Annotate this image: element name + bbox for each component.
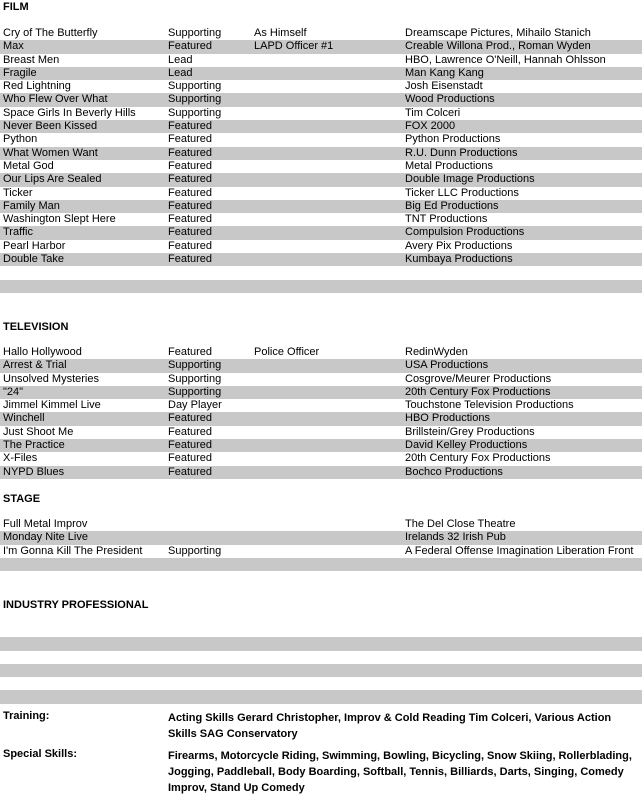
credit-title: Jimmel Kimmel Live (3, 399, 101, 412)
credit-role: Featured (168, 346, 213, 358)
blank-row (0, 637, 642, 650)
credit-production: Double Image Productions (405, 173, 535, 186)
credit-role: Featured (168, 226, 213, 239)
credit-title: Who Flew Over What (3, 93, 108, 106)
credit-title: Unsolved Mysteries (3, 372, 99, 385)
credit-production: Big Ed Productions (405, 199, 499, 212)
credit-production: Kumbaya Productions (405, 253, 513, 266)
credit-role: Featured (168, 186, 213, 199)
blank-row (0, 280, 642, 293)
training-label: Training: (3, 710, 50, 722)
credit-production: Compulsion Productions (405, 226, 525, 239)
training-value: Acting Skills Gerard Christopher, Improv & Cold Reading Tim Colceri, Various Action Skills SAG Conservatory (168, 712, 612, 740)
credit-production: Python Productions (405, 133, 501, 146)
credit-row (0, 133, 642, 146)
blank-row (0, 677, 642, 690)
credit-role: Featured (168, 253, 213, 266)
credit-title: X-Files (3, 452, 38, 465)
stage-table (0, 518, 642, 584)
credit-production: Bochco Productions (405, 465, 503, 478)
credit-production: Touchstone Television Productions (405, 399, 574, 412)
film-heading: FILM (3, 1, 29, 13)
credit-role: Featured (168, 159, 213, 172)
credit-row (0, 187, 642, 200)
credit-role: Supporting (168, 385, 222, 398)
blank-row (0, 293, 642, 306)
credit-role: Supporting (168, 372, 222, 385)
credit-title: Red Lightning (3, 80, 71, 93)
credit-row (0, 439, 642, 452)
credit-title: Space Girls In Beverly Hills (3, 106, 136, 119)
credit-row (0, 452, 642, 465)
credit-row (0, 346, 642, 359)
credit-production: Irelands 32 Irish Pub (405, 531, 506, 544)
credit-row (0, 54, 642, 67)
credit-character: Police Officer (254, 346, 320, 358)
credit-title: Metal God (3, 159, 54, 172)
credit-title: Breast Men (3, 53, 60, 66)
blank-row (0, 690, 642, 703)
credit-production: Avery Pix Productions (405, 239, 513, 252)
credit-row (0, 40, 642, 53)
credit-title: Our Lips Are Sealed (3, 173, 102, 186)
credit-role: Featured (168, 465, 213, 478)
credit-role: Supporting (168, 27, 222, 39)
credit-role: Featured (168, 239, 213, 252)
credit-row (0, 531, 642, 544)
credit-production: Josh Eisenstadt (405, 80, 483, 93)
credit-title: What Women Want (3, 146, 98, 159)
credit-row (0, 253, 642, 266)
credit-row (0, 80, 642, 93)
credit-title: Double Take (3, 253, 64, 266)
credit-role: Supporting (168, 359, 222, 372)
credit-row (0, 386, 642, 399)
credit-title: Hallo Hollywood (3, 346, 82, 358)
credit-production: Ticker LLC Productions (405, 186, 519, 199)
credit-row (0, 160, 642, 173)
credit-production: Man Kang Kang (405, 66, 484, 79)
credit-title: Python (3, 133, 38, 146)
credit-role: Lead (168, 53, 193, 66)
credit-role: Featured (168, 199, 213, 212)
credit-row (0, 67, 642, 80)
industry-heading: INDUSTRY PROFESSIONAL (3, 599, 149, 611)
credit-role: Featured (168, 40, 213, 53)
credit-role: Supporting (168, 93, 222, 106)
credit-row (0, 240, 642, 253)
credit-row (0, 373, 642, 386)
credit-role: Supporting (168, 544, 222, 557)
credit-row (0, 545, 642, 558)
special-skills-label: Special Skills: (3, 748, 77, 760)
credit-title: Arrest & Trial (3, 359, 67, 372)
credit-production: USA Productions (405, 359, 489, 372)
credit-production: Dreamscape Pictures, Mihailo Stanich (405, 27, 591, 39)
credit-title: Max (3, 40, 24, 53)
credit-title: Fragile (3, 66, 37, 79)
credit-production: RedinWyden (405, 346, 468, 358)
credit-production: TNT Productions (405, 213, 488, 226)
credit-title: Cry of The Butterfly (3, 27, 98, 39)
credit-row (0, 93, 642, 106)
credit-role: Featured (168, 412, 213, 425)
credit-title: Washington Slept Here (3, 213, 116, 226)
credit-title: Ticker (3, 186, 33, 199)
credit-role: Supporting (168, 80, 222, 93)
credit-title: I'm Gonna Kill The President (3, 544, 143, 557)
credit-character: As Himself (254, 27, 307, 39)
credit-production: Cosgrove/Meurer Productions (405, 372, 552, 385)
credit-production: Creable Willona Prod., Roman Wyden (405, 40, 591, 53)
credit-title: Monday Nite Live (3, 531, 88, 544)
credit-row (0, 173, 642, 186)
credit-production: David Kelley Productions (405, 439, 528, 452)
credit-role: Featured (168, 213, 213, 226)
credit-row (0, 27, 642, 40)
credit-role: Featured (168, 439, 213, 452)
credit-role: Featured (168, 425, 213, 438)
credit-character: LAPD Officer #1 (254, 40, 334, 53)
blank-row (0, 266, 642, 279)
credit-production: A Federal Offense Imagination Liberation Front (405, 544, 634, 557)
television-heading: TELEVISION (3, 321, 69, 333)
credit-row (0, 466, 642, 479)
film-table (0, 27, 642, 306)
credit-production: The Del Close Theatre (405, 518, 516, 530)
credit-title: Never Been Kissed (3, 120, 98, 133)
special-skills-value: Firearms, Motorcycle Riding, Swimming, Bowling, Bicycling, Snow Skiing, Rollerblading, Jogging, Paddleball, Body Boarding, Softball, Tennis, Billiards, Darts, Singing, Comedy Improv, Stand Up Comedy (168, 750, 632, 794)
credit-role: Day Player (168, 399, 222, 412)
credit-row (0, 107, 642, 120)
credit-row (0, 412, 642, 425)
credit-production: Wood Productions (405, 93, 495, 106)
credit-title: Winchell (3, 412, 45, 425)
credit-production: 20th Century Fox Productions (405, 385, 551, 398)
credit-role: Featured (168, 146, 213, 159)
credit-row (0, 518, 642, 531)
credit-row (0, 120, 642, 133)
blank-row (0, 571, 642, 584)
credit-production: FOX 2000 (405, 120, 456, 133)
credit-title: "24" (3, 385, 24, 398)
credit-production: 20th Century Fox Productions (405, 452, 551, 465)
credit-row (0, 200, 642, 213)
credit-title: Just Shoot Me (3, 425, 74, 438)
credit-production: HBO, Lawrence O'Neill, Hannah Ohlsson (405, 53, 606, 66)
credit-role: Featured (168, 173, 213, 186)
television-table (0, 346, 642, 479)
credit-row (0, 399, 642, 412)
credit-production: Metal Productions (405, 159, 494, 172)
credit-row (0, 213, 642, 226)
credit-title: The Practice (3, 439, 65, 452)
credit-title: Pearl Harbor (3, 239, 66, 252)
credit-role: Supporting (168, 106, 222, 119)
credit-role: Featured (168, 452, 213, 465)
credit-production: Tim Colceri (405, 106, 461, 119)
credit-title: Full Metal Improv (3, 518, 88, 530)
credit-production: Brillstein/Grey Productions (405, 425, 535, 438)
credit-role: Lead (168, 66, 193, 79)
blank-row (0, 558, 642, 571)
credit-row (0, 359, 642, 372)
credit-role: Featured (168, 133, 213, 146)
credit-row (0, 147, 642, 160)
credit-production: R.U. Dunn Productions (405, 146, 518, 159)
blank-row (0, 651, 642, 664)
blank-row (0, 624, 642, 637)
credit-role: Featured (168, 120, 213, 133)
credit-row (0, 426, 642, 439)
credit-title: Traffic (3, 226, 33, 239)
stage-heading: STAGE (3, 493, 41, 505)
credit-production: HBO Productions (405, 412, 490, 425)
credit-title: Family Man (3, 199, 60, 212)
credit-row (0, 226, 642, 239)
industry-table (0, 624, 642, 704)
blank-row (0, 664, 642, 677)
credit-title: NYPD Blues (3, 465, 65, 478)
